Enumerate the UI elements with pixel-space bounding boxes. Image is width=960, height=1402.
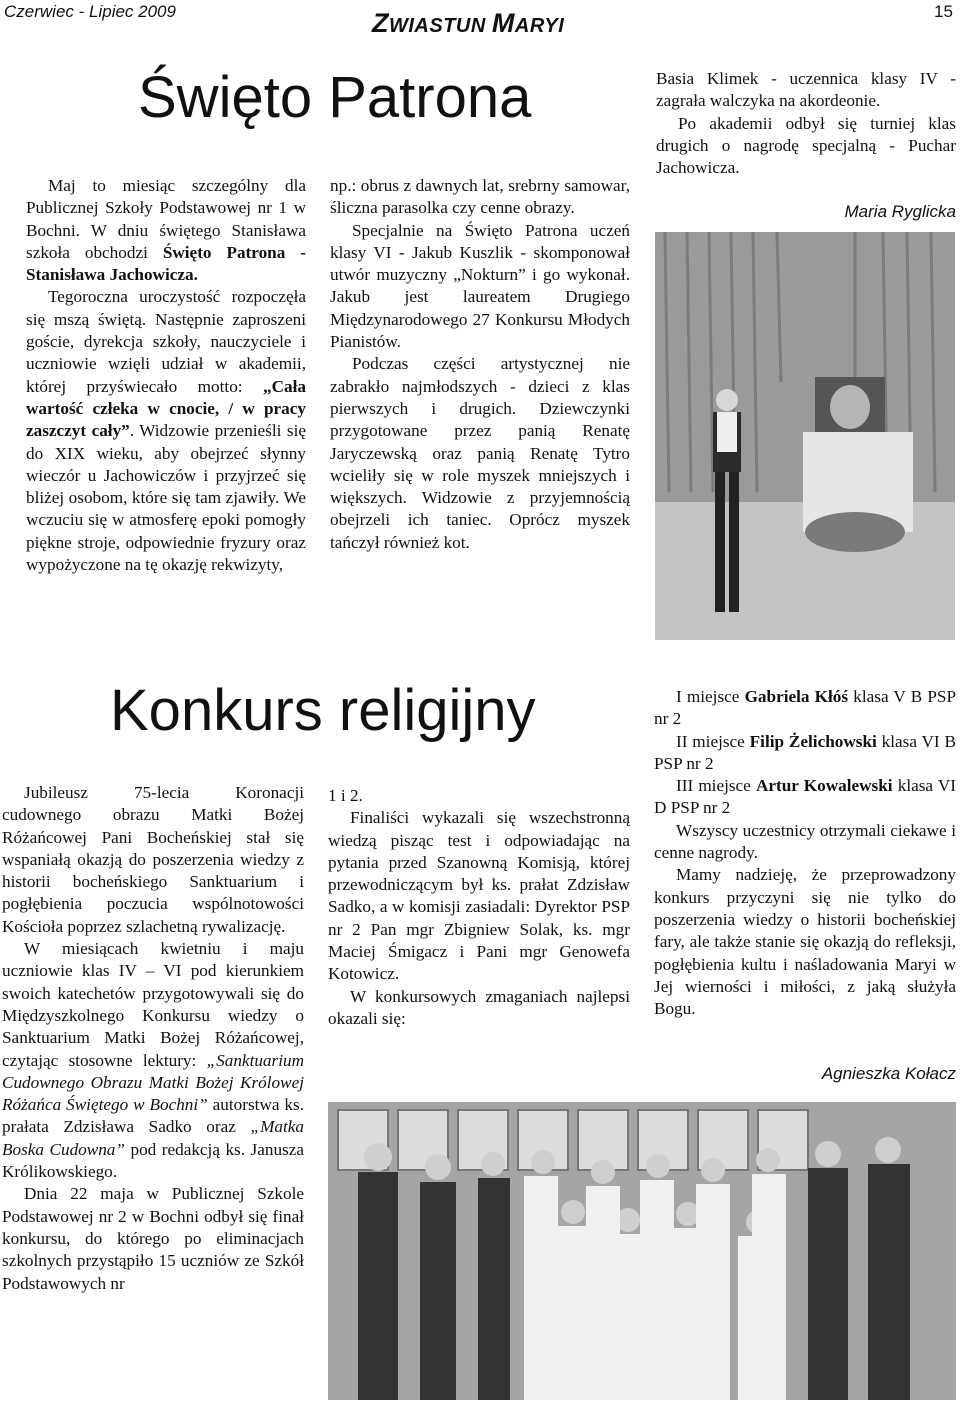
article1-paragraph: Podczas części artystycznej nie zabrakło najmłodszych - dzieci z klas pierwszych i drugich. Dziewczynki przygotowane przez panią Renatę Jaryczewską oraz panią Renatę Tytro wcieliły się w role myszek mniejszych i większych. Widzowie z przyjemnością obejrzeli ich taniec. Oprócz myszek tańczył również kot. [330,354,630,552]
magazine-title: ZWIASTUN MARYI [372,8,565,38]
article2-paragraph: Finaliści wykazali się wszechstronną wiedzą pisząc test i odpowiadając na pytania przed Szanowną Komisją, której przewodniczącym był ks. prałat Zdzisław Sadko, a w komisji zasiadali: Dyrektor PSP nr 2 Pan mgr Zbigniew Solak, ks. mgr Maciej Śmigacz i Pani mgr Genowefa Kotowicz. [328,808,630,984]
article2-paragraph: Jubileusz 75-lecia Koronacji cudownego obrazu Matki Bożej Różańcowej Pani Bocheńskiej stał się wspaniałą okazją do poszerzenia wiedzy z historii bocheńskiego Sanktuarium i pogłębienia poczucia wspólnotowości Kościoła poprzez szlachetną rywalizację. [2,783,304,936]
winner-1: I miejsce Gabriela Kłóś klasa V B PSP nr 2 [654,687,957,729]
article2-column-3 [654,686,956,1020]
winner-3: III miejsce Artur Kowalewski klasa VI D PSP nr 2 [654,776,957,818]
article-title-konkurs-religijny: Konkurs religijny [110,678,536,743]
author-signature: Agnieszka Kołacz [821,1064,956,1083]
article2-paragraph: Mamy nadzieję, że przeprowadzony konkurs przyczyni się nie tylko do poszerzenia wiedzy o historii bocheńskiej fary, ale także stanie się okazją do refleksji, pogłębienia kultu i naśladowania Maryi w Jej wierności i miłości, z jaką służyła Bogu. [654,865,956,1019]
article2-column-1 [2,782,304,1295]
article1-paragraph: Maj to miesiąc szczególny dla Publicznej Szkoły Podstawowej nr 1 w Bochni. W dniu świętego Stanisława szkoła obchodzi Święto Patrona - Stanisława Jachowicza. [26,176,306,285]
article1-column-3 [656,68,956,179]
article2-paragraph: W miesiącach kwietniu i maju uczniowie klas IV – VI pod kierunkiem swoich katechetów przygotowywali się do Międzyszkolnego Konkursu wiedzy o Sanktuarium Matki Bożej Różańcowej, czytając stosowne lektury: „Sanktuarium Cudownego Obrazu Matki Bożej Królowej Różańca Świętego w Bochni” autorstwa ks. prałata Zdzisława Sadko oraz „Matka Boska Cudowna” pod redakcją ks. Janusza Królikowskiego. [2,939,305,1182]
article-title-swieto-patrona: Święto Patrona [138,65,532,130]
article2-paragraph: 1 i 2. [328,786,363,805]
article1-column-2 [330,175,630,554]
article2-paragraph: W konkursowych zmaganiach najlepsi okazali się: [328,986,630,1028]
article1-paragraph: Tegoroczna uroczystość rozpoczęła się mszą świętą. Następnie zaproszeni goście, dyrekcja szkoły, nauczyciele i uczniowie wzięli udział w akademii, której przyświecało motto: „Cała wartość człeka w cnocie, / w pracy zaszczyt cały”. Widzowie przenieśli się do XIX wieku, aby obejrzeć słynny wieczór u Jachowiczów i przyjrzeć się bliżej osobom, które się tam zjawiły. We wczuciu się w atmosferę epoki pomogły piękne stroje, odpowiednie fryzury oraz wypożyczone na tę okazję rekwizyty, [26,287,306,575]
article1-column-1 [26,175,306,576]
article1-paragraph: np.: obrus z dawnych lat, srebrny samowar, śliczna parasolka czy cenne obrazy. [330,176,630,218]
patron-day-photo [655,232,955,640]
issue-date: Czerwiec - Lipiec 2009 [4,2,176,21]
page-number: 15 [934,2,953,21]
contest-group-photo [328,1102,956,1400]
author-signature: Maria Ryglicka [844,202,956,221]
article2-column-2 [328,785,630,1030]
article1-paragraph: Basia Klimek - uczennica klasy IV - zagrała walczyka na akordeonie. [656,69,956,111]
article1-paragraph: Po akademii odbył się turniej klas drugich o nagrodę specjalną - Puchar Jachowicza. [656,113,956,178]
article2-paragraph: Dnia 22 maja w Publicznej Szkole Podstawowej nr 2 w Bochni odbył się finał konkursu, do którego po eliminacjach szkolnych przystąpiło 15 uczniów ze Szkół Podstawowych nr [2,1184,304,1293]
article1-paragraph: Specjalnie na Święto Patrona uczeń klasy VI - Jakub Kuszlik - skomponował utwór muzyczny „Nokturn” i go wykonał. Jakub jest laureatem Drugiego Międzynarodowego 27 Konkursu Młodych Pianistów. [330,220,630,352]
winner-2: II miejsce Filip Żelichowski klasa VI B PSP nr 2 [654,731,956,773]
article2-paragraph: Wszyscy uczestnicy otrzymali ciekawe i cenne nagrody. [654,820,956,863]
